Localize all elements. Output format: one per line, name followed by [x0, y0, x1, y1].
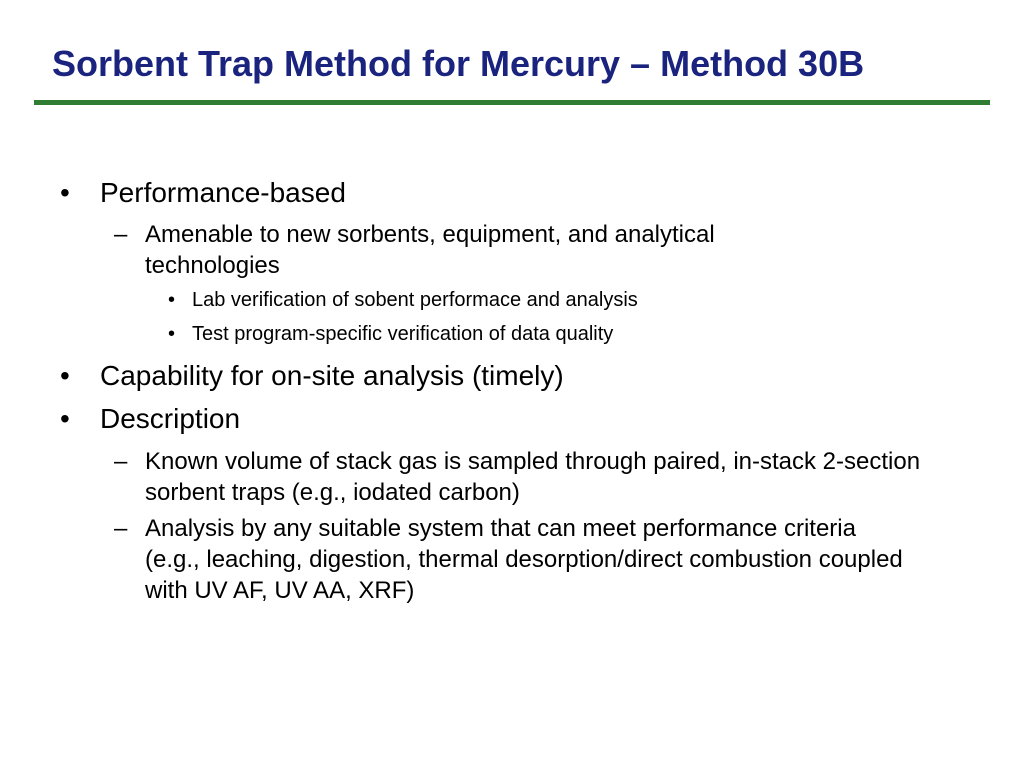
- dash-marker: –: [114, 448, 128, 475]
- bullet-text: Description: [100, 403, 241, 434]
- sub-sub-bullet-text: Lab verification of sobent performace and analysis: [192, 289, 638, 311]
- sub-sub-bullet-text: Test program-specific verification of data quality: [192, 323, 614, 345]
- sub-sub-bullet-lab-verification: [168, 286, 972, 314]
- bullet-marker: •: [60, 360, 70, 391]
- slide-title: Sorbent Trap Method for Mercury – Method 30B: [52, 43, 865, 84]
- bullet-text: Capability for on-site analysis (timely): [100, 360, 564, 391]
- bullet-marker: •: [60, 177, 70, 208]
- sub-bullet-text: Analysis by any suitable system that can meet performance criteria (e.g., leaching, digestion, thermal desorption/direct combustion coupled with UV AF, UV AA, XRF): [145, 515, 903, 604]
- bullet-capability: [60, 359, 980, 393]
- sub-bullet-known-volume: [114, 446, 955, 508]
- bullet-marker: •: [60, 403, 70, 434]
- bullet-marker: •: [168, 289, 176, 311]
- bullet-text: Performance-based: [100, 177, 346, 208]
- title-divider: [34, 100, 990, 105]
- sub-sub-bullet-test-program: [168, 320, 972, 348]
- dash-marker: –: [114, 221, 128, 248]
- sub-bullet-analysis: [114, 513, 905, 606]
- dash-marker: –: [114, 515, 128, 542]
- sub-bullet-amenable: [114, 219, 845, 281]
- bullet-marker: •: [168, 323, 176, 345]
- bullet-description: [60, 402, 980, 436]
- sub-bullet-text: Amenable to new sorbents, equipment, and analytical technologies: [145, 221, 715, 279]
- bullet-performance-based: [60, 176, 980, 210]
- sub-bullet-text: Known volume of stack gas is sampled through paired, in-stack 2-section sorbent traps (e.g., iodated carbon): [145, 448, 921, 506]
